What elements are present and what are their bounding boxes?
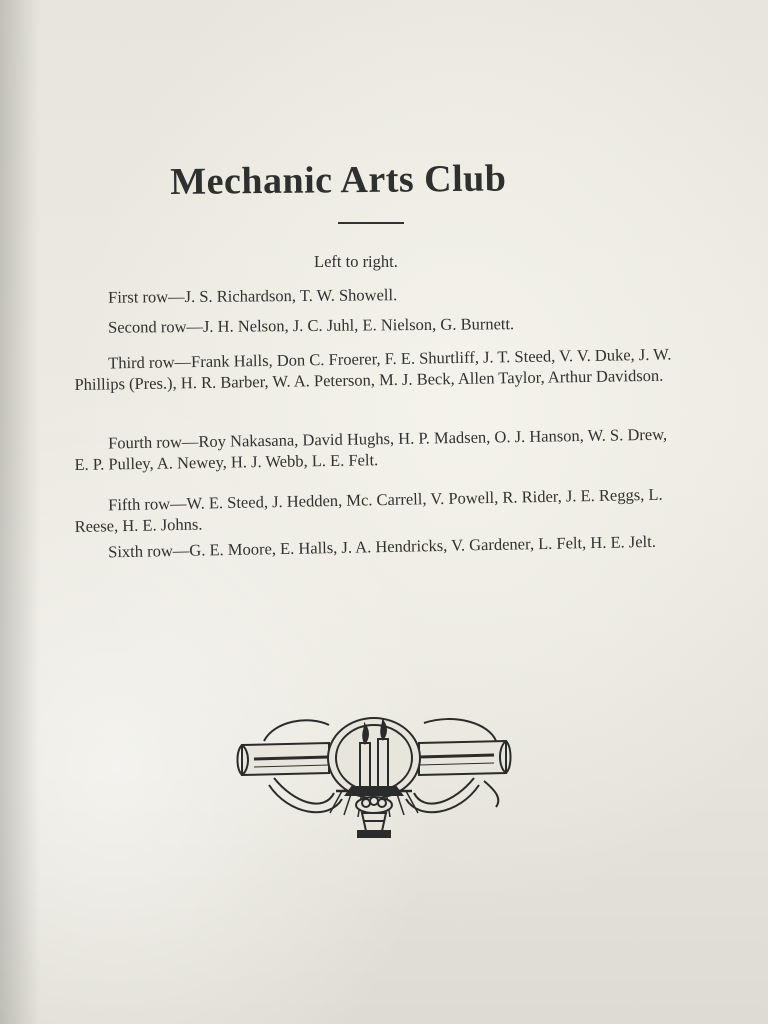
row-sixth: Sixth row—G. E. Moore, E. Halls, J. A. Hendricks, V. Gardener, L. Felt, H. E. Jelt.	[108, 531, 657, 562]
candles-scroll-emblem-icon	[234, 703, 514, 843]
title-divider	[338, 222, 404, 224]
row-fourth: Fourth row—Roy Nakasana, David Hughs, H. P. Madsen, O. J. Hanson, W. S. Drew, E. P. Pulley, A. Newey, H. J. Webb, L. E. Felt.	[74, 424, 668, 474]
row-first: First row—J. S. Richardson, T. W. Showell.	[108, 285, 398, 307]
photo-caption: Left to right.	[314, 252, 398, 271]
page-title: Mechanic Arts Club	[170, 157, 507, 203]
page-shadow	[0, 0, 40, 1024]
row-second: Second row—J. H. Nelson, J. C. Juhl, E. Nielson, G. Burnett.	[108, 314, 515, 337]
row-third: Third row—Frank Halls, Don C. Froerer, F. E. Shurtliff, J. T. Steed, V. V. Duke, J. W. Phillips (Pres.), H. R. Barber, W. A. Peterson, M. J. Beck, Allen Taylor, Arthur Davidson.	[74, 344, 672, 394]
row-fifth: Fifth row—W. E. Steed, J. Hedden, Mc. Carrell, V. Powell, R. Rider, J. E. Reggs, L. Reese, H. E. Johns.	[74, 484, 663, 536]
